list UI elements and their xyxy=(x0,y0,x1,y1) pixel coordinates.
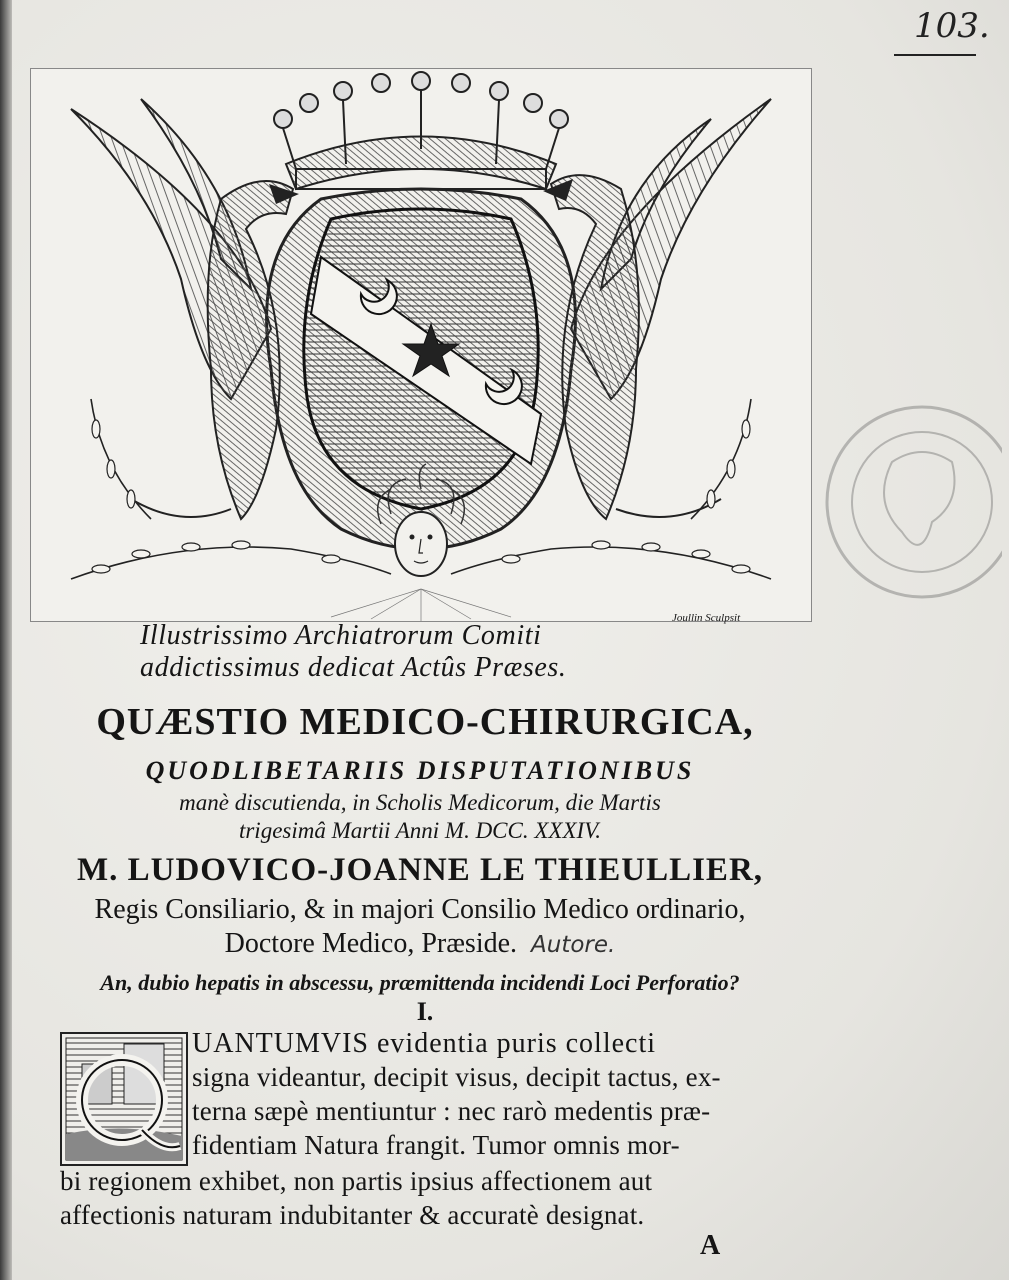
decorated-initial-icon xyxy=(62,1034,186,1164)
coat-of-arms-engraving xyxy=(31,69,811,621)
library-stamp-icon xyxy=(812,372,1002,622)
handwritten-annotation: Autore. xyxy=(531,932,616,958)
body-line-6: affectionis naturam indubitanter & accuratè designat. xyxy=(60,1200,645,1230)
dedication xyxy=(140,620,700,684)
right-eagle-icon xyxy=(543,99,771,519)
engraver-credit: Joullin Sculpsit xyxy=(672,612,741,624)
title-main: QUÆSTIO MEDICO-CHIRURGICA, xyxy=(96,701,754,743)
body-line-2: signa videantur, decipit visus, decipit tactus, ex- xyxy=(192,1062,721,1092)
decorated-initial xyxy=(60,1032,188,1166)
author-role-1: Regis Consiliario, & in majori Consilio Medico ordinario, xyxy=(94,894,746,925)
coat-of-arms-plate xyxy=(30,68,812,622)
body-line-1: UANTUMVIS evidentia puris collecti xyxy=(192,1028,657,1059)
dedication-line-1: Illustrissimo Archiatrorum Comiti xyxy=(140,620,542,651)
folio-number: 103. xyxy=(914,6,990,46)
body-line-5: bi regionem exhibet, non partis ipsius affectionem aut xyxy=(60,1166,653,1196)
disputation-question: An, dubio hepatis in abscessu, præmittenda incidendi Loci Perforatio? xyxy=(100,970,740,995)
binding-edge xyxy=(0,0,12,1280)
folio-underline xyxy=(894,54,976,56)
left-eagle-icon xyxy=(71,99,299,519)
author-role-2: Doctore Medico, Præside. xyxy=(224,928,518,959)
title-quodlibet: QUODLIBETARIIS DISPUTATIONIBUS xyxy=(145,756,695,785)
dedication-line-2: addictissimus dedicat Actûs Præses. xyxy=(140,652,567,683)
title-line-b: trigesimâ Martii Anni M. DCC. XXXIV. xyxy=(238,818,602,843)
crown-icon xyxy=(274,72,568,189)
body-line-3: terna sæpè mentiuntur : nec rarò medentis præ- xyxy=(192,1096,711,1126)
title-line-a: manè discutienda, in Scholis Medicorum, die Martis xyxy=(179,790,661,815)
author-name: M. LUDOVICO-JOANNE LE THIEULLIER, xyxy=(76,852,764,888)
section-numeral: I. xyxy=(416,997,434,1026)
body-line-4: fidentiam Natura frangit. Tumor omnis mor- xyxy=(192,1130,680,1160)
author-role-2-line xyxy=(40,928,800,960)
signature-mark: A xyxy=(700,1230,721,1261)
